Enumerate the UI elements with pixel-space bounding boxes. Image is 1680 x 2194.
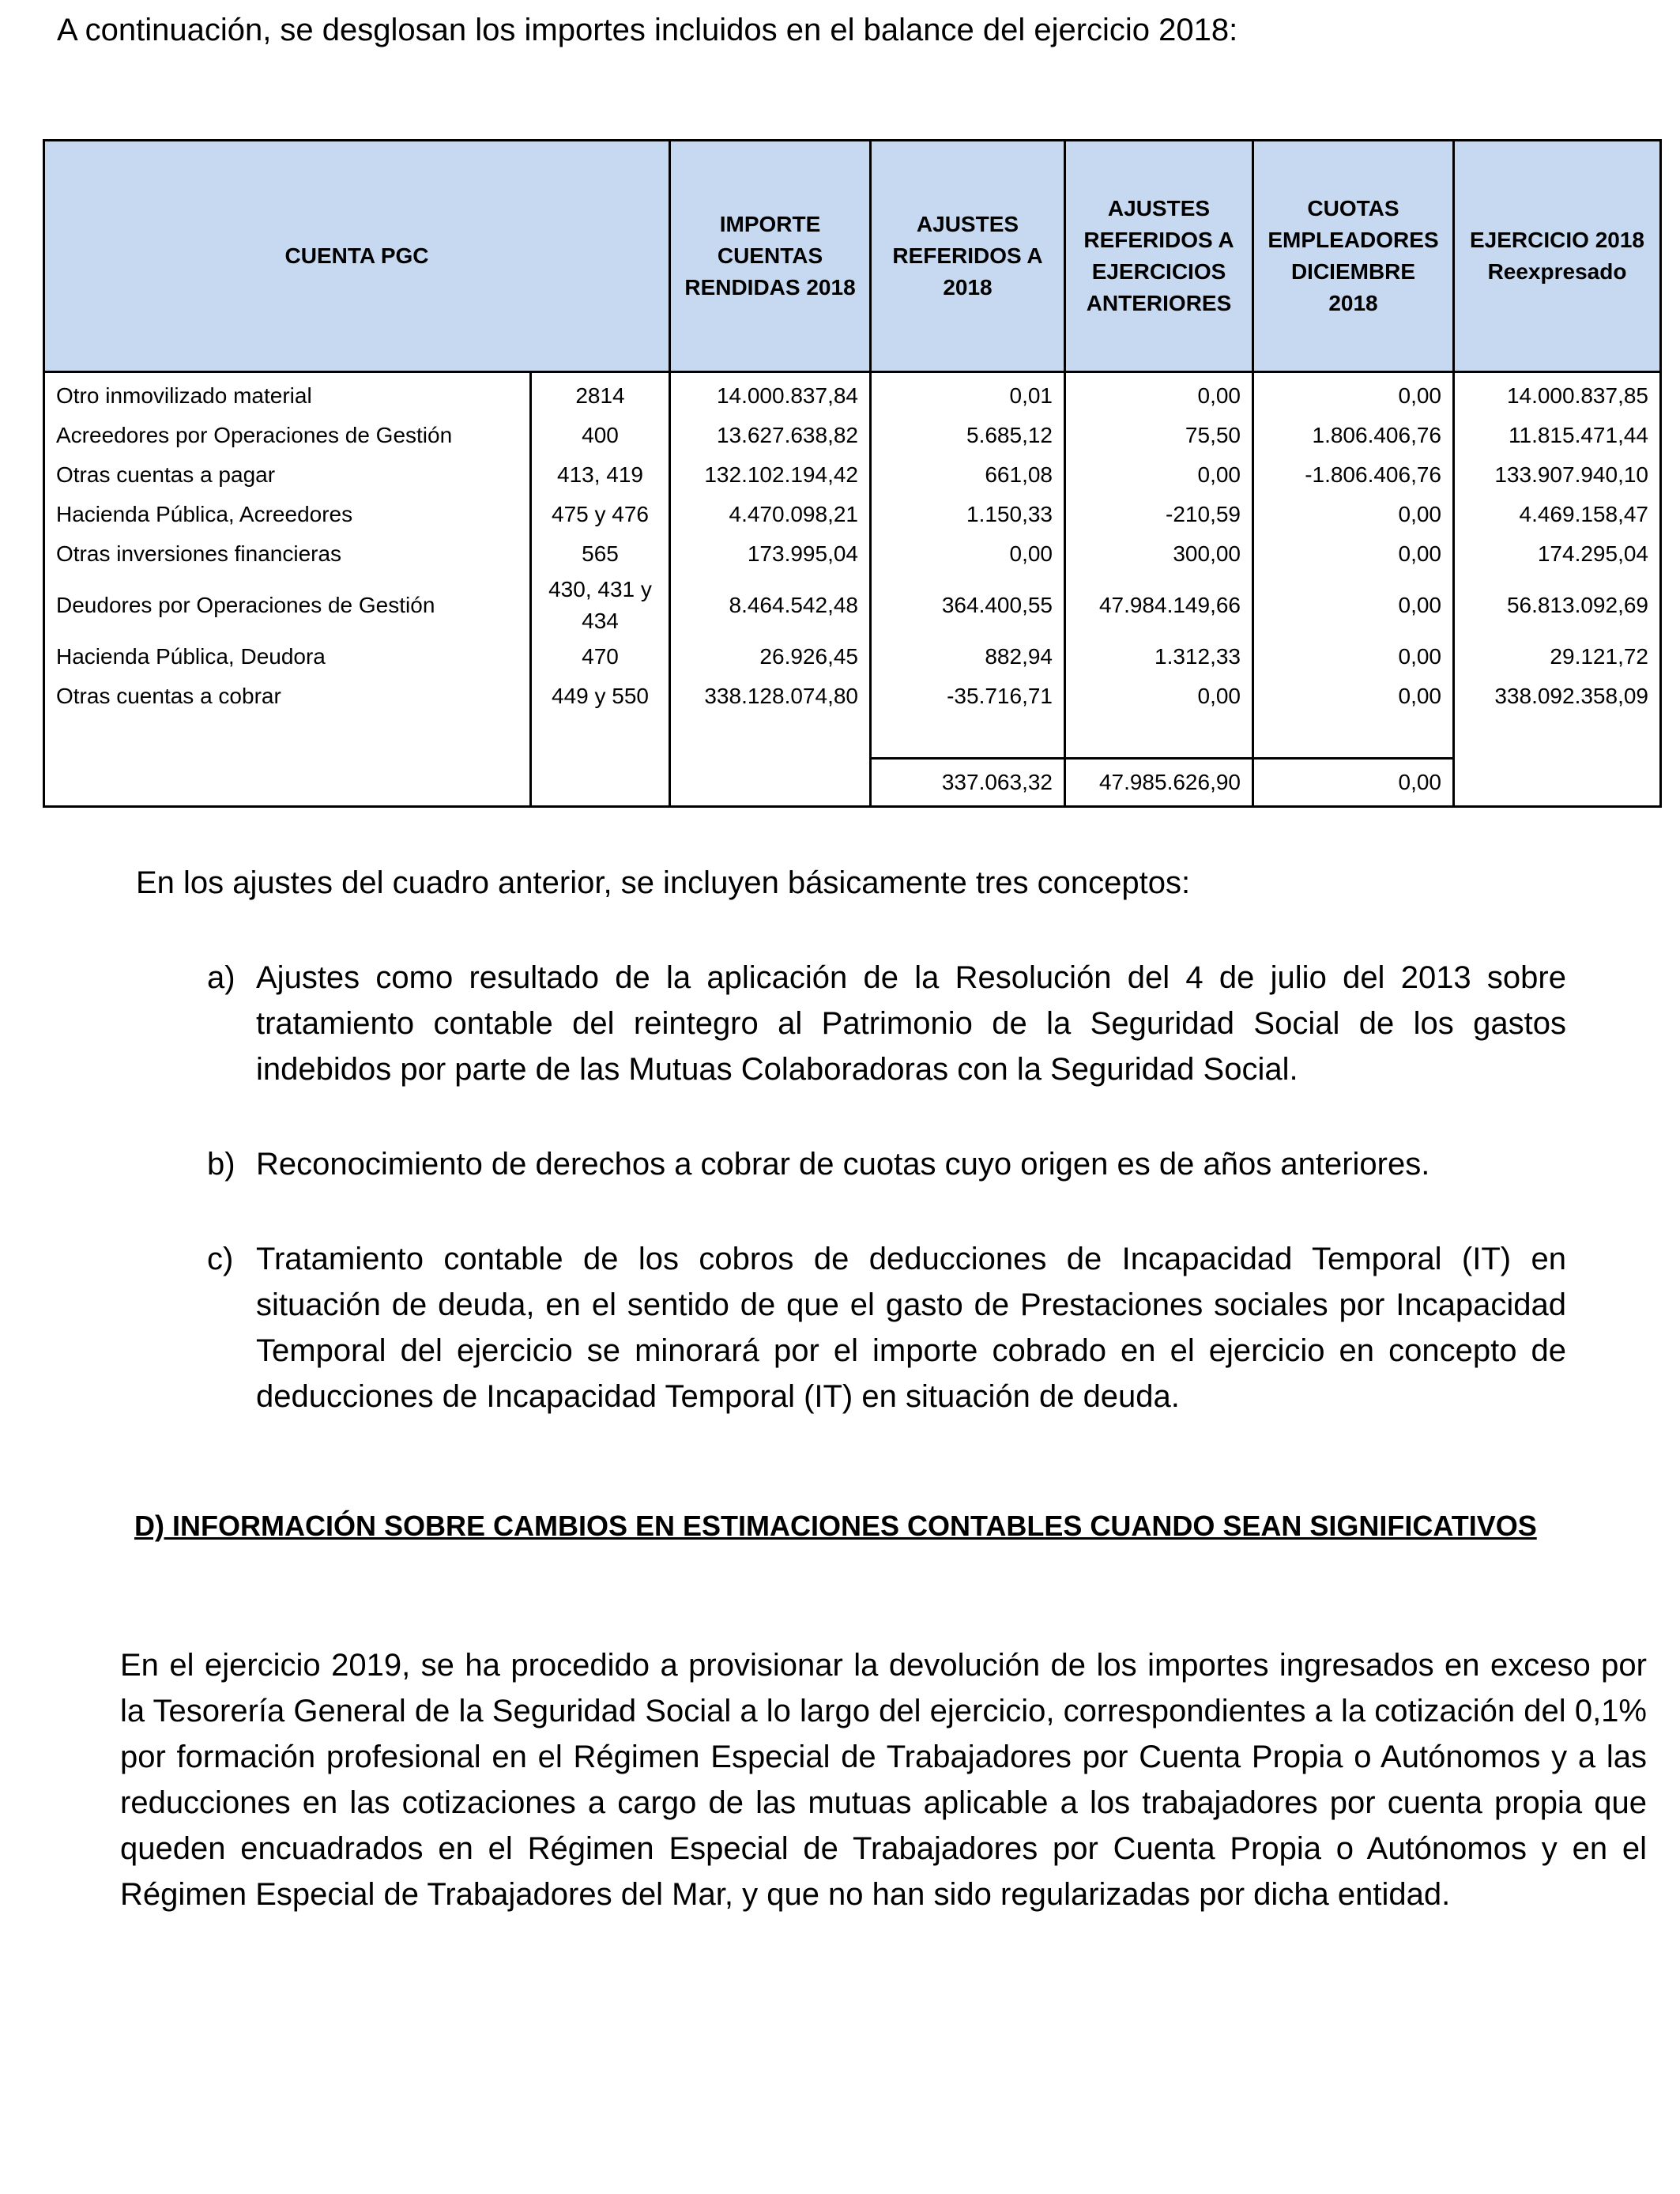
cell-ajustes-2018: 882,94 xyxy=(871,637,1065,677)
cell-codigo: 2814 xyxy=(531,372,670,417)
table-row xyxy=(44,574,1661,637)
cell-ajustes-anteriores: 300,00 xyxy=(1065,534,1253,574)
cell-cuotas: -1.806.406,76 xyxy=(1253,455,1454,495)
cell-reexpresado: 133.907.940,10 xyxy=(1454,455,1661,495)
cell-cuotas: 0,00 xyxy=(1253,677,1454,716)
concepts-intro: En los ajustes del cuadro anterior, se incluyen básicamente tres conceptos: xyxy=(136,865,1191,900)
table-row xyxy=(44,372,1661,417)
total-ajustes-anteriores: 47.985.626,90 xyxy=(1065,759,1253,807)
cell-ajustes-2018: 0,00 xyxy=(871,534,1065,574)
list-item-label: b) xyxy=(207,1147,235,1182)
header-cuenta-pgc: CUENTA PGC xyxy=(44,141,670,372)
cell-cuenta: Acreedores por Operaciones de Gestión xyxy=(44,416,531,455)
cell-codigo: 449 y 550 xyxy=(531,677,670,716)
cell-cuenta: Otras cuentas a cobrar xyxy=(44,677,531,716)
section-heading: D) INFORMACIÓN SOBRE CAMBIOS EN ESTIMACIONES CONTABLES CUANDO SEAN SIGNIFICATIVOS xyxy=(134,1510,1537,1542)
cell-reexpresado: 14.000.837,85 xyxy=(1454,372,1661,417)
table-row xyxy=(44,455,1661,495)
cell-cuenta: Otras inversiones financieras xyxy=(44,534,531,574)
cell-reexpresado: 56.813.092,69 xyxy=(1454,574,1661,637)
intro-text: A continuación, se desglosan los importes incluidos en el balance del ejercicio 2018: xyxy=(57,13,1238,47)
total-ajustes-2018: 337.063,32 xyxy=(871,759,1065,807)
cell-importe: 8.464.542,48 xyxy=(670,574,871,637)
cell-ajustes-2018: -35.716,71 xyxy=(871,677,1065,716)
balance-table-container xyxy=(43,139,1659,811)
header-ejercicio-line1: EJERCICIO 2018 xyxy=(1470,228,1644,252)
concepts-list xyxy=(207,955,1566,1468)
cell-ajustes-2018: 364.400,55 xyxy=(871,574,1065,637)
list-item xyxy=(207,955,1566,1092)
cell-reexpresado: 338.092.358,09 xyxy=(1454,677,1661,716)
cell-reexpresado: 11.815.471,44 xyxy=(1454,416,1661,455)
cell-ajustes-anteriores: 1.312,33 xyxy=(1065,637,1253,677)
cell-importe: 26.926,45 xyxy=(670,637,871,677)
cell-ajustes-2018: 661,08 xyxy=(871,455,1065,495)
cell-codigo: 413, 419 xyxy=(531,455,670,495)
cell-ajustes-anteriores: 75,50 xyxy=(1065,416,1253,455)
cell-cuotas: 0,00 xyxy=(1253,534,1454,574)
cell-cuenta: Hacienda Pública, Deudora xyxy=(44,637,531,677)
cell-importe: 173.995,04 xyxy=(670,534,871,574)
cell-cuotas: 1.806.406,76 xyxy=(1253,416,1454,455)
cell-importe: 14.000.837,84 xyxy=(670,372,871,417)
table-spacer-row xyxy=(44,716,1661,759)
table-row xyxy=(44,495,1661,534)
table-row xyxy=(44,677,1661,716)
cell-reexpresado: 4.469.158,47 xyxy=(1454,495,1661,534)
list-item xyxy=(207,1141,1566,1187)
cell-importe: 132.102.194,42 xyxy=(670,455,871,495)
cell-cuenta: Deudores por Operaciones de Gestión xyxy=(44,574,531,637)
cell-ajustes-2018: 5.685,12 xyxy=(871,416,1065,455)
cell-ajustes-anteriores: 0,00 xyxy=(1065,677,1253,716)
cell-cuenta: Hacienda Pública, Acreedores xyxy=(44,495,531,534)
table-row xyxy=(44,416,1661,455)
list-item-text: Tratamiento contable de los cobros de deducciones de Incapacidad Temporal (IT) en situación de deuda, en el sentido de que el gasto de Prestaciones sociales por Incapacidad Temporal del ejercicio se minorará por el importe cobrado en el ejercicio en concepto de deducciones de Incapacidad Temporal (IT) en situación de deuda. xyxy=(256,1242,1566,1414)
cell-importe: 338.128.074,80 xyxy=(670,677,871,716)
final-paragraph: En el ejercicio 2019, se ha procedido a provisionar la devolución de los importes ingresados en exceso por la Tesorería General de la Seguridad Social a lo largo del ejercicio, correspondientes a la cotización del 0,1% por formación profesional en el Régimen Especial de Trabajadores por Cuenta Propia o Autónomos y a las reducciones en las cotizaciones a cargo de las mutuas aplicable a los trabajadores por cuenta propia que queden encuadrados en el Régimen Especial de Trabajadores por Cuenta Propia o Autónomos y en el Régimen Especial de Trabajadores del Mar, y que no han sido regularizadas por dicha entidad. xyxy=(120,1648,1647,1912)
cell-ajustes-anteriores: 47.984.149,66 xyxy=(1065,574,1253,637)
cell-cuotas: 0,00 xyxy=(1253,495,1454,534)
list-item-text: Reconocimiento de derechos a cobrar de cuotas cuyo origen es de años anteriores. xyxy=(256,1147,1430,1182)
header-cuotas-empleadores: CUOTAS EMPLEADORES DICIEMBRE 2018 xyxy=(1253,141,1454,372)
cell-codigo: 565 xyxy=(531,534,670,574)
list-item-text: Ajustes como resultado de la aplicación de la Resolución del 4 de julio del 2013 sobre tratamiento contable del reintegro al Patrimonio de la Seguridad Social de los gastos indebidos por parte de las Mutuas Colaboradoras con la Seguridad Social. xyxy=(256,960,1566,1087)
list-item xyxy=(207,1236,1566,1419)
cell-cuenta: Otro inmovilizado material xyxy=(44,372,531,417)
header-ejercicio-reexpresado xyxy=(1454,141,1661,372)
cell-cuotas: 0,00 xyxy=(1253,372,1454,417)
cell-codigo: 400 xyxy=(531,416,670,455)
cell-ajustes-anteriores: -210,59 xyxy=(1065,495,1253,534)
cell-cuotas: 0,00 xyxy=(1253,574,1454,637)
cell-cuotas: 0,00 xyxy=(1253,637,1454,677)
cell-ajustes-2018: 1.150,33 xyxy=(871,495,1065,534)
table-row xyxy=(44,534,1661,574)
cell-codigo: 430, 431 y 434 xyxy=(531,574,670,637)
cell-ajustes-anteriores: 0,00 xyxy=(1065,455,1253,495)
table-totals-row xyxy=(44,759,1661,807)
total-cuotas: 0,00 xyxy=(1253,759,1454,807)
cell-cuenta: Otras cuentas a pagar xyxy=(44,455,531,495)
cell-ajustes-2018: 0,01 xyxy=(871,372,1065,417)
cell-codigo: 470 xyxy=(531,637,670,677)
table-row xyxy=(44,637,1661,677)
header-ejercicio-line2: Reexpresado xyxy=(1487,259,1627,284)
cell-reexpresado: 174.295,04 xyxy=(1454,534,1661,574)
cell-reexpresado: 29.121,72 xyxy=(1454,637,1661,677)
cell-ajustes-anteriores: 0,00 xyxy=(1065,372,1253,417)
cell-importe: 4.470.098,21 xyxy=(670,495,871,534)
header-ajustes-2018: AJUSTES REFERIDOS A 2018 xyxy=(871,141,1065,372)
list-item-label: c) xyxy=(207,1242,234,1276)
table-header-row xyxy=(44,141,1661,372)
list-item-label: a) xyxy=(207,960,235,995)
header-ajustes-anteriores: AJUSTES REFERIDOS A EJERCICIOS ANTERIORES xyxy=(1065,141,1253,372)
cell-codigo: 475 y 476 xyxy=(531,495,670,534)
balance-table xyxy=(43,139,1662,808)
header-importe-cuentas: IMPORTE CUENTAS RENDIDAS 2018 xyxy=(670,141,871,372)
cell-importe: 13.627.638,82 xyxy=(670,416,871,455)
